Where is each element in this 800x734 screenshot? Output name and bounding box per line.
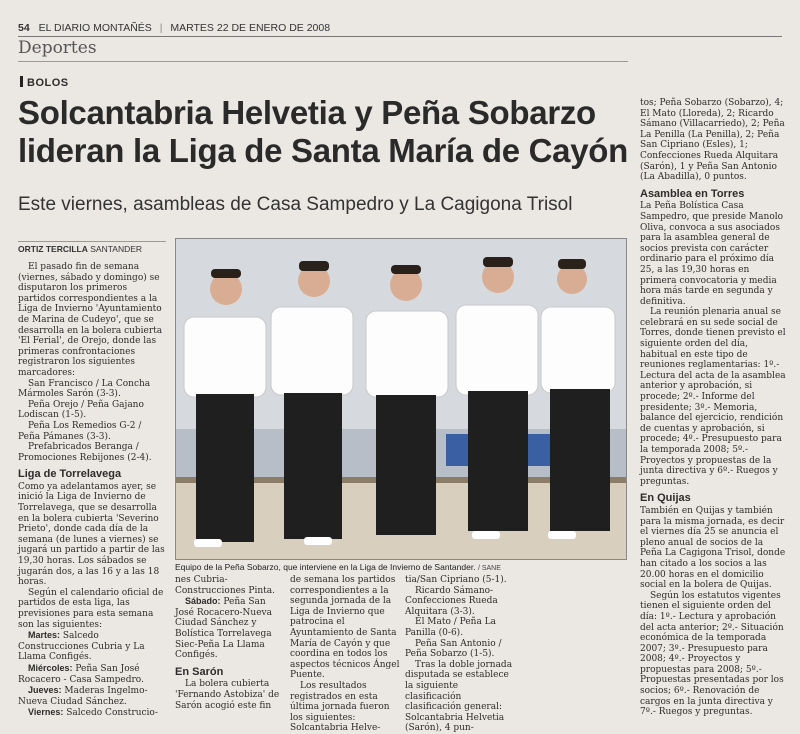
paragraph: Según el calendario oficial de partidos de esta liga, las previsiones para esta semana son las siguientes:	[18, 587, 164, 630]
result: San Francisco / La Concha Mármoles Sarón (3-3).	[18, 378, 151, 400]
newspaper-name: EL DIARIO MONTAÑÉS	[38, 22, 152, 34]
paragraph: La Peña Bolística Casa Sampedro, que preside Manolo Oliva, convoca a sus asociados para la asamblea general de socios prevista con carácter ordinario para el próximo día 25, a las 19,30 horas en primera convocatoria y media hora más tarde en segunda y definitiva.	[640, 201, 784, 307]
paragraph: La reunión plenaria anual se celebrará en su sede social de Torres, donde tienen previsto el siguiente orden del día, habitual en este tipo de reuniones reglamentarias: 1º.- Lectura del acta de la asamblea anterior y aprobación, si procede; 2º.- Informe del presidente; 3º.- Memoria, balance del ejercicio, rendición de cuentas y aprobación, si procede; 4º.- Presupuesto para la temporada 2008; 5º.- Proyectos y propuestas de la junta directiva y 6º.- Ruegos y preguntas.	[640, 307, 786, 487]
photo-credit: / SANE	[477, 565, 501, 572]
paragraph: La bolera cubierta 'Fernando Astobiza' de Sarón acogió este fin	[175, 679, 280, 711]
column-3	[290, 575, 400, 734]
issue-date: MARTES 22 DE ENERO DE 2008	[170, 22, 331, 34]
paragraph: Como ya adelantamos ayer, se inició la Liga de Invierno de Torrelavega, que se desarrolla en la bolera cubierta 'Severino Prieto', donde cada día de la semana (de lunes a viernes) se jugará un partido a partir de las 19,30 horas. Los sábados se jugarán dos, a las 16 y a las 18 horas.	[18, 481, 165, 588]
subheading: En Sarón	[175, 665, 224, 678]
subheading: En Quijas	[640, 492, 691, 505]
result: Prefabricados Beranga / Promociones Rebijones (2-4).	[18, 442, 152, 463]
column-4	[405, 575, 515, 734]
subheading: Asamblea en Torres	[640, 187, 745, 200]
section-rule	[18, 61, 628, 62]
result: Peña Orejo / Peña Gajano Lodiscan (1-5).	[18, 399, 144, 421]
schedule-item: Sábado: Peña San José Rocacero-Nueva Ciudad Sánchez y Bolística Torrelavega Siec-Peña La Llama Configés.	[175, 596, 273, 661]
section-name: Deportes	[18, 38, 97, 58]
result: Peña San Antonio / Peña Sobarzo (1-5).	[405, 638, 502, 660]
kicker: BOLOS	[20, 76, 69, 89]
photo-caption: Equipo de la Peña Sobarzo, que interviene en la Liga de Invierno de Santander. / SANE	[175, 562, 501, 572]
byline-author: ORTIZ TERCILLA	[18, 244, 88, 254]
schedule-item: Viernes: Salcedo Construcio-	[28, 707, 158, 719]
column-1	[18, 262, 166, 719]
paragraph: de semana los partidos correspondientes a la segunda jornada de la Liga de Invierno que patrocina el Ayuntamiento de Santa María de Cayón y que coordina en todos los aspectos técnicos Ángel Puente.	[290, 575, 400, 681]
headline-line-1: Solcantabria Helvetia y Peña Sobarzo	[18, 94, 596, 131]
column-2	[175, 575, 285, 711]
paragraph: Los resultados registrados en esta última jornada fueron los siguientes: Solcantabria Helve-	[290, 680, 390, 734]
paragraph: El pasado fin de semana (viernes, sábado y domingo) se disputaron los primeros partidos correspondientes a la Liga de Invierno 'Ayuntamiento de Marina de Cudeyo', que se desarrolla en la bolera cubierta 'El Ferial', de Orejo, donde las primeras confrontaciones registraron los siguientes marcadores:	[18, 262, 163, 378]
schedule-item: Jueves: Maderas Ingelmo-Nueva Ciudad Sánchez.	[18, 685, 148, 707]
subheadline: Este viernes, asambleas de Casa Sampedro y La Cagigona Trisol	[18, 194, 573, 215]
schedule-item: Miércoles: Peña San José Rocacero - Casa Sampedro.	[18, 662, 144, 685]
byline	[18, 241, 166, 254]
paragraph: Según los estatutos vigentes tienen el siguiente orden del día: 1º.- Lectura y aprobación del acta anterior; 2º.- Situación económica de la temporada 2007; 3º.- Presupuesto para 2008; 4º.- Proyectos y propuestas para 2008; 5º.- Propuestas presentadas por los socios; 6º.- Renovación de cargos en la junta directiva y 7º.- Ruegos y preguntas.	[640, 590, 784, 718]
header-rule	[18, 36, 782, 37]
page-number: 54	[18, 22, 30, 34]
result: Peña Los Remedios G-2 / Peña Pámanes (3-3).	[18, 420, 142, 442]
subheading: Liga de Torrelavega	[18, 468, 122, 481]
paragraph: Tras la doble jornada disputada se establece la siguiente clasificación clasificación general: Solcantabria Helvetia (Sarón), 4 pun-	[405, 659, 513, 734]
headline-line-2: lideran la Liga de Santa María de Cayón	[18, 132, 628, 169]
paragraph: tia/San Cipriano (5-1).	[405, 575, 507, 585]
page-header: 54 EL DIARIO MONTAÑÉS | MARTES 22 DE ENERO DE 2008	[18, 22, 331, 34]
headline	[18, 94, 628, 170]
schedule-item: Martes: Salcedo Construcciones Cubria y La Llama Configés.	[18, 630, 145, 663]
result: El Mato / Peña La Panilla (0-6).	[405, 617, 497, 638]
team-photo	[175, 238, 627, 560]
team-photo-image	[176, 239, 627, 560]
paragraph: nes Cubria-Construcciones Pinta.	[175, 575, 275, 596]
paragraph: También en Quijas y también para la misma jornada, es decir el viernes día 25 se anuncia el pleno anual de socios de la Peña La Cagigona Trisol, donde han citado a los socios a las 20.00 horas en el domicilio social en la bolera de Quijas.	[640, 505, 786, 591]
column-right	[640, 98, 788, 718]
byline-place: SANTANDER	[90, 244, 143, 254]
paragraph: tos; Peña Sobarzo (Sobarzo), 4; El Mato (Lloreda), 2; Ricardo Sámano (Villacarriedo), 2; Peña La Penilla (La Penilla), 2; Peña San Cipriano (Esles), 1; Confecciones Rueda Alquitara (Sarón), 1 y Peña San Antonio (La Abadilla), 0 puntos.	[640, 98, 785, 183]
result: Ricardo Sámano-Confecciones Rueda Alquitara (3-3).	[405, 585, 498, 617]
